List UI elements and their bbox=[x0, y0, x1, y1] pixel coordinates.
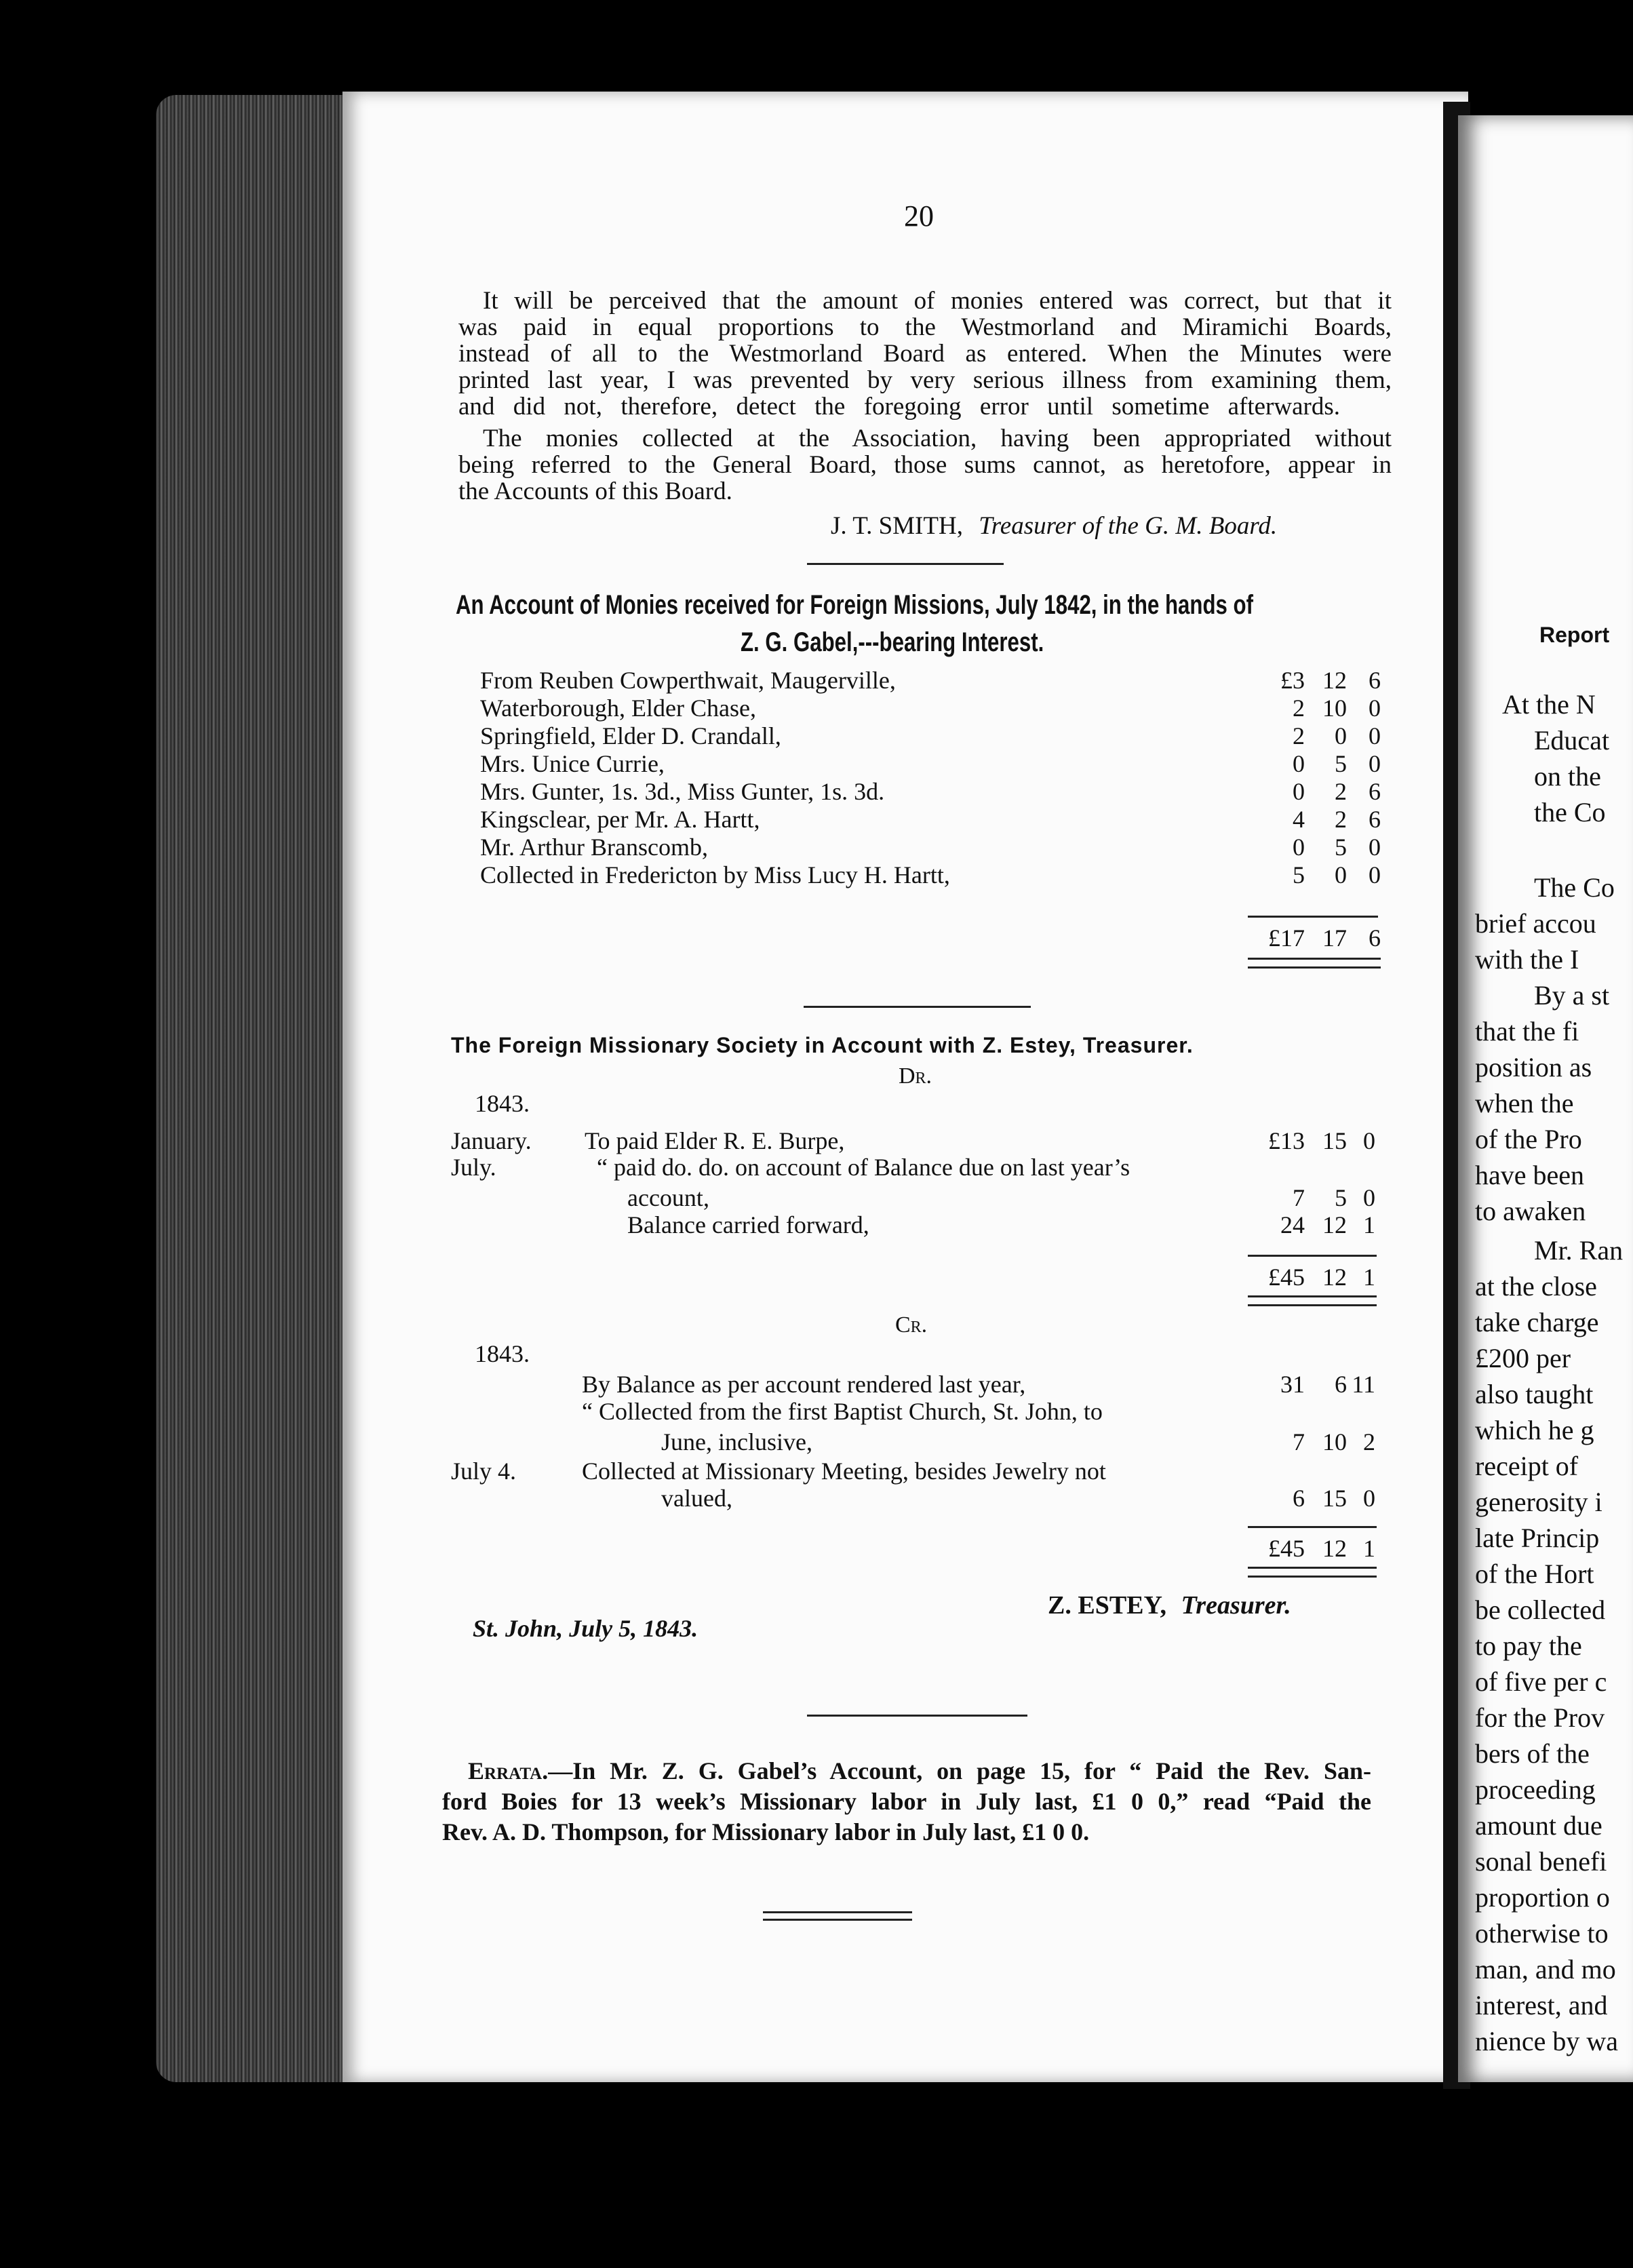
right-page-line: receipt of bbox=[1475, 1451, 1579, 1481]
row-pounds: 7 bbox=[1293, 1184, 1305, 1211]
debit-total-pounds: £45 bbox=[1268, 1264, 1305, 1291]
account1-entry: From Reuben Cowperthwait, Maugerville, bbox=[480, 667, 896, 694]
right-page-line: at the close bbox=[1475, 1271, 1597, 1302]
right-page-line: otherwise to bbox=[1475, 1918, 1609, 1949]
right-page-line: of five per c bbox=[1475, 1666, 1607, 1697]
signature-title: Treasurer. bbox=[1181, 1591, 1291, 1620]
right-page-line: position as bbox=[1475, 1052, 1592, 1082]
row-shillings: 12 bbox=[1322, 1211, 1347, 1238]
intro-line: the Accounts of this Board. bbox=[458, 477, 732, 505]
right-page-line: generosity i bbox=[1475, 1487, 1602, 1517]
row-date: July. bbox=[451, 1154, 496, 1181]
right-page-heading: Report bbox=[1539, 623, 1610, 647]
entry-shillings: 2 bbox=[1335, 806, 1347, 833]
right-page-line: proportion o bbox=[1475, 1882, 1610, 1913]
entry-pence: 6 bbox=[1369, 806, 1381, 833]
entry-pence: 0 bbox=[1369, 861, 1381, 888]
entry-pence: 0 bbox=[1369, 695, 1381, 722]
entry-pounds: 0 bbox=[1293, 778, 1305, 805]
right-page-line: proceeding bbox=[1475, 1774, 1596, 1805]
row-pounds: 7 bbox=[1293, 1428, 1305, 1455]
row-shillings: 15 bbox=[1322, 1485, 1347, 1512]
row-pence: 0 bbox=[1363, 1184, 1375, 1211]
right-page-line: amount due bbox=[1475, 1810, 1602, 1841]
divider bbox=[804, 1006, 1031, 1008]
entry-shillings: 5 bbox=[1335, 750, 1347, 777]
errata-line-1 bbox=[468, 1757, 1371, 1785]
entry-pence: 6 bbox=[1369, 778, 1381, 805]
entry-pounds: 2 bbox=[1293, 722, 1305, 749]
account1-entry: Mrs. Unice Currie, bbox=[480, 750, 665, 777]
entry-pounds: 0 bbox=[1293, 834, 1305, 861]
right-page-line: with the I bbox=[1475, 944, 1579, 975]
account1-total-pence: 6 bbox=[1369, 924, 1381, 952]
entry-pence: 0 bbox=[1369, 750, 1381, 777]
sum-rule bbox=[1248, 916, 1378, 918]
debit-label: Dr. bbox=[899, 1063, 932, 1089]
signature-smith bbox=[831, 511, 1277, 541]
errata-label: Errata. bbox=[468, 1757, 549, 1784]
row-pounds: 6 bbox=[1293, 1485, 1305, 1512]
row-pence: 0 bbox=[1363, 1127, 1375, 1154]
intro-line: printed last year, I was prevented by very serious illness from examining them, bbox=[458, 366, 1392, 394]
credit-total-pounds: £45 bbox=[1268, 1535, 1305, 1562]
entry-pounds: 5 bbox=[1293, 861, 1305, 888]
intro-line: instead of all to the Westmorland Board as entered. When the Minutes were bbox=[458, 340, 1392, 368]
right-page-line: Educat bbox=[1534, 725, 1610, 756]
entry-pounds: £3 bbox=[1280, 667, 1305, 694]
credit-label: Cr. bbox=[895, 1312, 928, 1337]
intro-line: was paid in equal proportions to the Westmorland and Miramichi Boards, bbox=[458, 313, 1392, 341]
row-date: July 4. bbox=[451, 1458, 517, 1485]
signature-name: J. T. SMITH, bbox=[831, 512, 963, 540]
intro-line: and did not, therefore, detect the foregoing error until sometime afterwards. bbox=[458, 393, 1340, 421]
row-text: To paid Elder R. E. Burpe, bbox=[585, 1127, 845, 1154]
row-pounds: 24 bbox=[1280, 1211, 1305, 1238]
intro-line: being referred to the General Board, those sums cannot, as heretofore, appear in bbox=[458, 451, 1392, 479]
right-page-line: that the fi bbox=[1475, 1016, 1579, 1047]
entry-shillings: 0 bbox=[1335, 722, 1347, 749]
closing-rule bbox=[763, 1911, 912, 1921]
entry-pounds: 0 bbox=[1293, 750, 1305, 777]
right-page-line: late Princip bbox=[1475, 1523, 1600, 1553]
signature-name: Z. ESTEY, bbox=[1048, 1591, 1166, 1620]
total-double-rule bbox=[1248, 1295, 1377, 1306]
right-page-line: The Co bbox=[1534, 872, 1615, 903]
right-page-line: man, and mo bbox=[1475, 1954, 1616, 1984]
right-page-line: when the bbox=[1475, 1088, 1574, 1118]
account1-entry: Waterborough, Elder Chase, bbox=[480, 695, 756, 722]
errata-line-2: ford Boies for 13 week’s Missionary labor in July last, £1 0 0,” read “Paid the bbox=[442, 1788, 1371, 1815]
right-page-line: At the N bbox=[1502, 689, 1596, 720]
right-page-line: also taught bbox=[1475, 1379, 1594, 1409]
divider bbox=[807, 563, 1004, 565]
entry-pence: 6 bbox=[1369, 667, 1381, 694]
row-pence: 2 bbox=[1363, 1428, 1375, 1455]
book-fore-edge bbox=[156, 95, 353, 2082]
divider bbox=[807, 1715, 1027, 1717]
row-pounds: £13 bbox=[1268, 1127, 1305, 1154]
account2-title: The Foreign Missionary Society in Account with Z. Estey, Treasurer. bbox=[451, 1033, 1194, 1057]
entry-pence: 0 bbox=[1369, 722, 1381, 749]
account1-total-shillings: 17 bbox=[1322, 924, 1347, 952]
row-text: June, inclusive, bbox=[661, 1428, 812, 1455]
right-page-line: the Co bbox=[1534, 797, 1606, 827]
right-page-line: for the Prov bbox=[1475, 1702, 1605, 1733]
account1-total-pounds: £17 bbox=[1268, 924, 1305, 952]
entry-pounds: 4 bbox=[1293, 806, 1305, 833]
dateline-text: St. John, July 5, 1843. bbox=[473, 1615, 699, 1642]
credit-total-pence: 1 bbox=[1363, 1535, 1375, 1562]
account1-entry: Springfield, Elder D. Crandall, bbox=[480, 722, 781, 749]
entry-shillings: 5 bbox=[1335, 834, 1347, 861]
right-page-line: £200 per bbox=[1475, 1343, 1571, 1373]
right-page-line: to pay the bbox=[1475, 1630, 1582, 1661]
intro-line: The monies collected at the Association, having been appropriated without bbox=[483, 425, 1392, 452]
total-double-rule bbox=[1248, 1567, 1377, 1578]
right-page-line: of the Hort bbox=[1475, 1559, 1594, 1589]
right-page-line: on the bbox=[1534, 761, 1601, 791]
credit-total-shillings: 12 bbox=[1322, 1535, 1347, 1562]
right-page-line: be collected bbox=[1475, 1595, 1606, 1625]
debit-total-shillings: 12 bbox=[1322, 1264, 1347, 1291]
account1-entry: Mrs. Gunter, 1s. 3d., Miss Gunter, 1s. 3d. bbox=[480, 778, 885, 805]
right-page-line: brief accou bbox=[1475, 908, 1596, 939]
page-number: 20 bbox=[904, 199, 934, 233]
row-date: January. bbox=[451, 1127, 532, 1154]
right-page-line: sonal benefi bbox=[1475, 1846, 1607, 1877]
entry-shillings: 0 bbox=[1335, 861, 1347, 888]
errata-text: —In Mr. Z. G. Gabel’s Account, on page 15, for “ Paid the Rev. San- bbox=[548, 1757, 1371, 1784]
signature-estey bbox=[1048, 1590, 1291, 1620]
right-page-line: bers of the bbox=[1475, 1738, 1590, 1769]
account1-subtitle: Z. G. Gabel,---bearing Interest. bbox=[741, 627, 1044, 657]
dateline bbox=[473, 1614, 698, 1643]
credit-year: 1843. bbox=[475, 1340, 530, 1367]
right-page-line: interest, and bbox=[1475, 1990, 1608, 2020]
right-page-line: to awaken bbox=[1475, 1196, 1586, 1226]
account1-entry: Collected in Fredericton by Miss Lucy H. Hartt, bbox=[480, 861, 950, 888]
right-page-line: take charge bbox=[1475, 1307, 1599, 1337]
row-text: account, bbox=[627, 1184, 709, 1211]
row-text: valued, bbox=[661, 1485, 732, 1512]
entry-shillings: 12 bbox=[1322, 667, 1347, 694]
entry-shillings: 2 bbox=[1335, 778, 1347, 805]
account1-entry: Kingsclear, per Mr. A. Hartt, bbox=[480, 806, 760, 833]
right-page-line: have been bbox=[1475, 1160, 1585, 1190]
account1-title: An Account of Monies received for Foreign Missions, July 1842, in the hands of bbox=[456, 590, 1253, 620]
row-text: “ Collected from the first Baptist Church, St. John, to bbox=[582, 1398, 1103, 1425]
row-shillings: 5 bbox=[1335, 1184, 1347, 1211]
row-text: By Balance as per account rendered last year, bbox=[582, 1371, 1026, 1398]
row-text: Collected at Missionary Meeting, besides Jewelry not bbox=[582, 1458, 1106, 1485]
right-page-line: Mr. Ran bbox=[1534, 1235, 1624, 1266]
total-double-rule bbox=[1248, 958, 1381, 969]
row-shillings: 10 bbox=[1322, 1428, 1347, 1455]
row-pence: 1 bbox=[1363, 1211, 1375, 1238]
row-pence: 11 bbox=[1352, 1371, 1375, 1398]
intro-line: It will be perceived that the amount of monies entered was correct, but that it bbox=[483, 287, 1392, 315]
right-page-line: By a st bbox=[1534, 980, 1610, 1011]
row-shillings: 15 bbox=[1322, 1127, 1347, 1154]
row-shillings: 6 bbox=[1335, 1371, 1347, 1398]
row-pounds: 31 bbox=[1280, 1371, 1305, 1398]
right-page-line: nience by wa bbox=[1475, 2026, 1619, 2056]
errata-line-3: Rev. A. D. Thompson, for Missionary labor in July last, £1 0 0. bbox=[442, 1818, 1090, 1845]
entry-pounds: 2 bbox=[1293, 695, 1305, 722]
debit-year: 1843. bbox=[475, 1090, 530, 1117]
row-pence: 0 bbox=[1363, 1485, 1375, 1512]
debit-total-pence: 1 bbox=[1363, 1264, 1375, 1291]
row-text: “ paid do. do. on account of Balance due on last year’s bbox=[597, 1154, 1130, 1181]
right-page-line: which he g bbox=[1475, 1415, 1594, 1445]
signature-title: Treasurer of the G. M. Board. bbox=[979, 512, 1278, 540]
account1-entry: Mr. Arthur Branscomb, bbox=[480, 834, 708, 861]
sum-rule bbox=[1248, 1255, 1377, 1257]
sum-rule bbox=[1248, 1526, 1377, 1528]
row-text: Balance carried forward, bbox=[627, 1211, 869, 1238]
right-page-line: of the Pro bbox=[1475, 1124, 1582, 1154]
entry-pence: 0 bbox=[1369, 834, 1381, 861]
entry-shillings: 10 bbox=[1322, 695, 1347, 722]
